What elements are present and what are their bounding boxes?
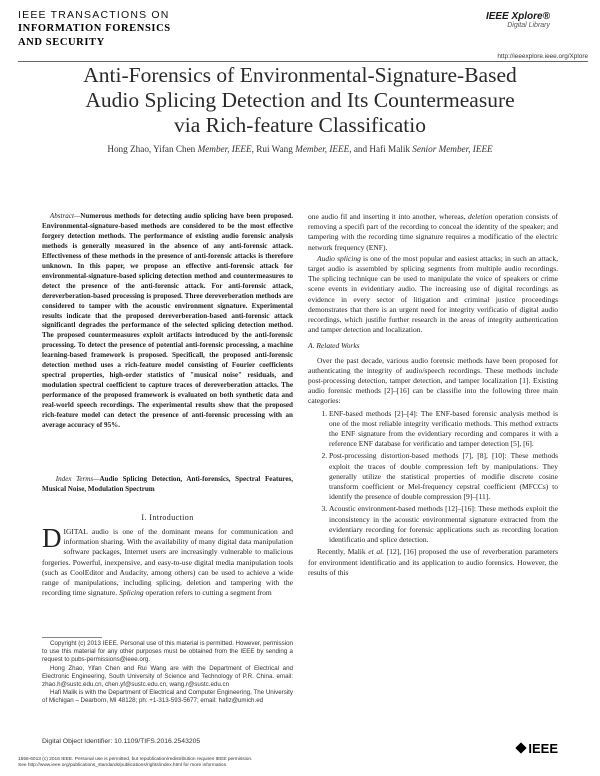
title-line-2: Audio Splicing Detection and Its Countermeasure bbox=[85, 88, 515, 112]
footnote-authors-2: Hafi Malik is with the Department of Electrical and Computer Engineering, The University of Michigan – Dearborn, MI 48128; ph: +1-313-593-5677; email: hafiz@umich.ed bbox=[42, 689, 293, 705]
journal-name-top: IEEE TRANSACTIONS ON bbox=[18, 9, 170, 21]
category-list bbox=[308, 409, 558, 546]
author-role-1: Member, IEEE bbox=[197, 144, 252, 154]
para2-italic: Audio splicing bbox=[317, 253, 361, 263]
xplore-url[interactable]: http://ieeexplore.ieee.org/Xplore bbox=[497, 53, 588, 60]
copyright-line-2[interactable]: See http://www.ieee.org/publications_standards/publications/rights/index.html for more information. bbox=[18, 763, 228, 768]
intro-text-a: IGITAL audio is one of the dominant means for communication and information sharing. With the availability of many digital data manipulation software packages, Internet users are increasingly vulnerable to malicious forgeries. Powerful, inexpensive, and easy-to-use digital media manipulation tools (such as CoolEditor and Audacity, among others) can be used to achieve a wide range of manipulations, including splicing, deletion and tampering with the recording time signature. bbox=[42, 527, 293, 598]
journal-name-line3: AND SECURITY bbox=[18, 37, 105, 48]
footnote-copyright: Copyright (c) 2013 IEEE. Personal use of this material is permitted. However, permission to use this material for any other purposes must be obtained from the IEEE by sending a request to pubs-permissions@ieee.org. bbox=[42, 640, 293, 664]
abstract-text: Numerous methods for detecting audio splicing have been proposed. Environmental-signature-based methods are considered to be the most effective forgery detection methods. The performance of existing audio forensic analysis methods is generally measured in the absence of any anti-forensic attack. Effectiveness of these methods in the presence of anti-forensic attacks is therefore unknown. In this paper, we propose an effective anti-forensic attack for environmental-signature-based splicing detection method and countermeasures to detect the presence of the anti-forensic attack. For anti-forensic attack, dereverberation-based processing is proposed. Three dereverberation methods are considered to tamper with the acoustic environment signature. Experimental results indicate that the proposed dereverberation-based anti-forensic attack significantl degrades the performance of the selected splicing detection method. The proposed countermeasures exploit artifacts introduced by the anti-forensic processing. To detect the presence of potential anti-forensic processing, a machine learning-based framework is proposed. Specificall, the proposed anti-forensic detection method uses a rich-feature model consisting of Fourier coefficients spectral properties, high-order statistics of "musical noise" residuals, and modulation spectral coefficient to capture traces of dereverberation attacks. The performance of the proposed framework is evaluated on both synthetic data and real-world speech recordings. The experimental results show that the proposed rich-feature model can detect the presence of anti-forensic processing with an average accuracy of 95%. bbox=[42, 212, 294, 430]
para1-b: operation consists of removing a specifi part of the recording to conceal the identity of the speaker; and tampering with the recording time signature requires a modificatio of the electric network frequency (ENF). bbox=[308, 212, 559, 252]
journal-name-line2: INFORMATION FORENSICS bbox=[18, 23, 171, 34]
footnote-rule bbox=[42, 637, 102, 638]
index-terms-text: Audio Splicing Detection, Anti-forensics, Spectral Features, Musical Noise, Modulation Spectrum bbox=[42, 475, 293, 493]
list-item: 3. Acoustic environment-based methods [12]–[16]: These methods exploit the inconsistency in the acoustic environmental signature extracted from the evidentiary recording for forensic applications such as recording location identificatio and splice detection. bbox=[329, 504, 558, 545]
paragraph: Over the past decade, various audio forensic methods have been proposed for authenticating the integrity of audio/speech recordings. These methods include post-processing detection, tamper detection, and tamper localization [1]. Existing audio forensic methods [2]–[16] can be classifie into the following three main categories: bbox=[308, 355, 558, 406]
author-role-2: Member, IEEE bbox=[295, 144, 350, 154]
journal-name bbox=[18, 22, 171, 50]
logo-sub-text: Digital Library bbox=[507, 22, 550, 29]
author-list bbox=[20, 144, 580, 154]
footnote bbox=[42, 640, 293, 706]
logo-main-text: IEEE Xplore® bbox=[485, 11, 550, 22]
ieee-xplore-logo bbox=[486, 11, 550, 29]
ieee-diamond-icon bbox=[516, 742, 527, 753]
author-names-1: Hong Zhao, Yifan Chen bbox=[107, 144, 198, 154]
author-names-3: , and Hafi Malik bbox=[349, 144, 413, 154]
para4-a: Recently, Malik bbox=[317, 547, 369, 557]
author-names-2: , Rui Wang bbox=[251, 144, 296, 154]
paragraph bbox=[308, 547, 558, 578]
author-role-3: Senior Member, IEEE bbox=[412, 144, 493, 154]
index-terms bbox=[42, 475, 293, 495]
right-column bbox=[308, 212, 558, 579]
abstract-lead: Abstract— bbox=[49, 212, 81, 220]
paragraph bbox=[308, 212, 558, 253]
section-heading-introduction: I. Introduction bbox=[141, 513, 194, 522]
copyright-footer bbox=[18, 757, 438, 769]
para4-italic: et al. bbox=[368, 547, 385, 557]
index-terms-lead: Index Terms— bbox=[55, 475, 100, 483]
copyright-line-1: 1556-6013 (c) 2016 IEEE. Personal use is permitted, but republication/redistribution requires IEEE permission. bbox=[18, 757, 253, 762]
doi[interactable]: Digital Object Identifier: 10.1109/TIFS.2016.2543205 bbox=[42, 738, 201, 745]
abstract bbox=[42, 212, 293, 431]
title-line-3: via Rich-feature Classificatio bbox=[174, 113, 426, 137]
ieee-logo-text: IEEE bbox=[528, 741, 558, 756]
header-rule bbox=[18, 61, 588, 62]
list-item: 1. ENF-based methods [2]–[4]: The ENF-based forensic analysis method is one of the most reliable integrity verificatio methods. This method extracts the ENF signature from the evidentiary recording and compares it with a reference ENF database for verificatio and tamper detection [5], [6]. bbox=[329, 409, 558, 450]
para4-b: [12], [16] proposed the use of reverberation parameters for environment identificatio and its application to audio forensics. However, the results of this bbox=[308, 547, 559, 577]
para2-b: is one of the most popular and easiest attacks; in such an attack, target audio is assembled by splicing segments from multiple audio recordings. The splicing technique can be used to manipulate the voice of speakers or crime scene events in evidentiary audio. The increasing use of digital recordings as evidence in every sector of litigation and criminal justice proceedings demonstrates that there is an urgent need for integrity verificatio of digital audio recordings, which justifie further research in the areas of integrity authentication and tamper detection and localization. bbox=[308, 253, 558, 335]
paper-title bbox=[40, 63, 560, 138]
list-item: 2. Post-processing distortion-based methods [7], [8], [10]: These methods exploit the traces of double compression left by manipulations. They generally utilize the statistical properties of modifie discrete cosine transform coefficient or Mel-frequency cepstral coefficient (MFCCs) to identify the presence of double compression [9]–[11]. bbox=[329, 451, 558, 502]
subsection-heading: A. Related Works bbox=[308, 341, 360, 351]
footnote-authors-1: Hong Zhao, Yifan Chen and Rui Wang are with the Department of Electrical and Electronic Engineering, South University of Science and Technology of P.R. China. email: zhao.h@sustc.edu.cn, chen.yf@sustc.edu.cn, wang.r@sustc.edu.cn bbox=[42, 664, 293, 689]
ieee-logo bbox=[517, 741, 558, 756]
paragraph bbox=[308, 254, 558, 336]
title-line-1: Anti-Forensics of Environmental-Signature-Based bbox=[83, 63, 517, 87]
intro-text-b: operation refers to cutting a segment from bbox=[143, 588, 272, 598]
introduction-text bbox=[42, 523, 293, 598]
drop-cap: D bbox=[42, 523, 62, 553]
intro-italic-splicing: Splicing bbox=[119, 588, 144, 598]
para1-italic: deletion bbox=[468, 212, 493, 221]
para1-a: one audio fil and inserting it into another, whereas, bbox=[308, 212, 469, 221]
